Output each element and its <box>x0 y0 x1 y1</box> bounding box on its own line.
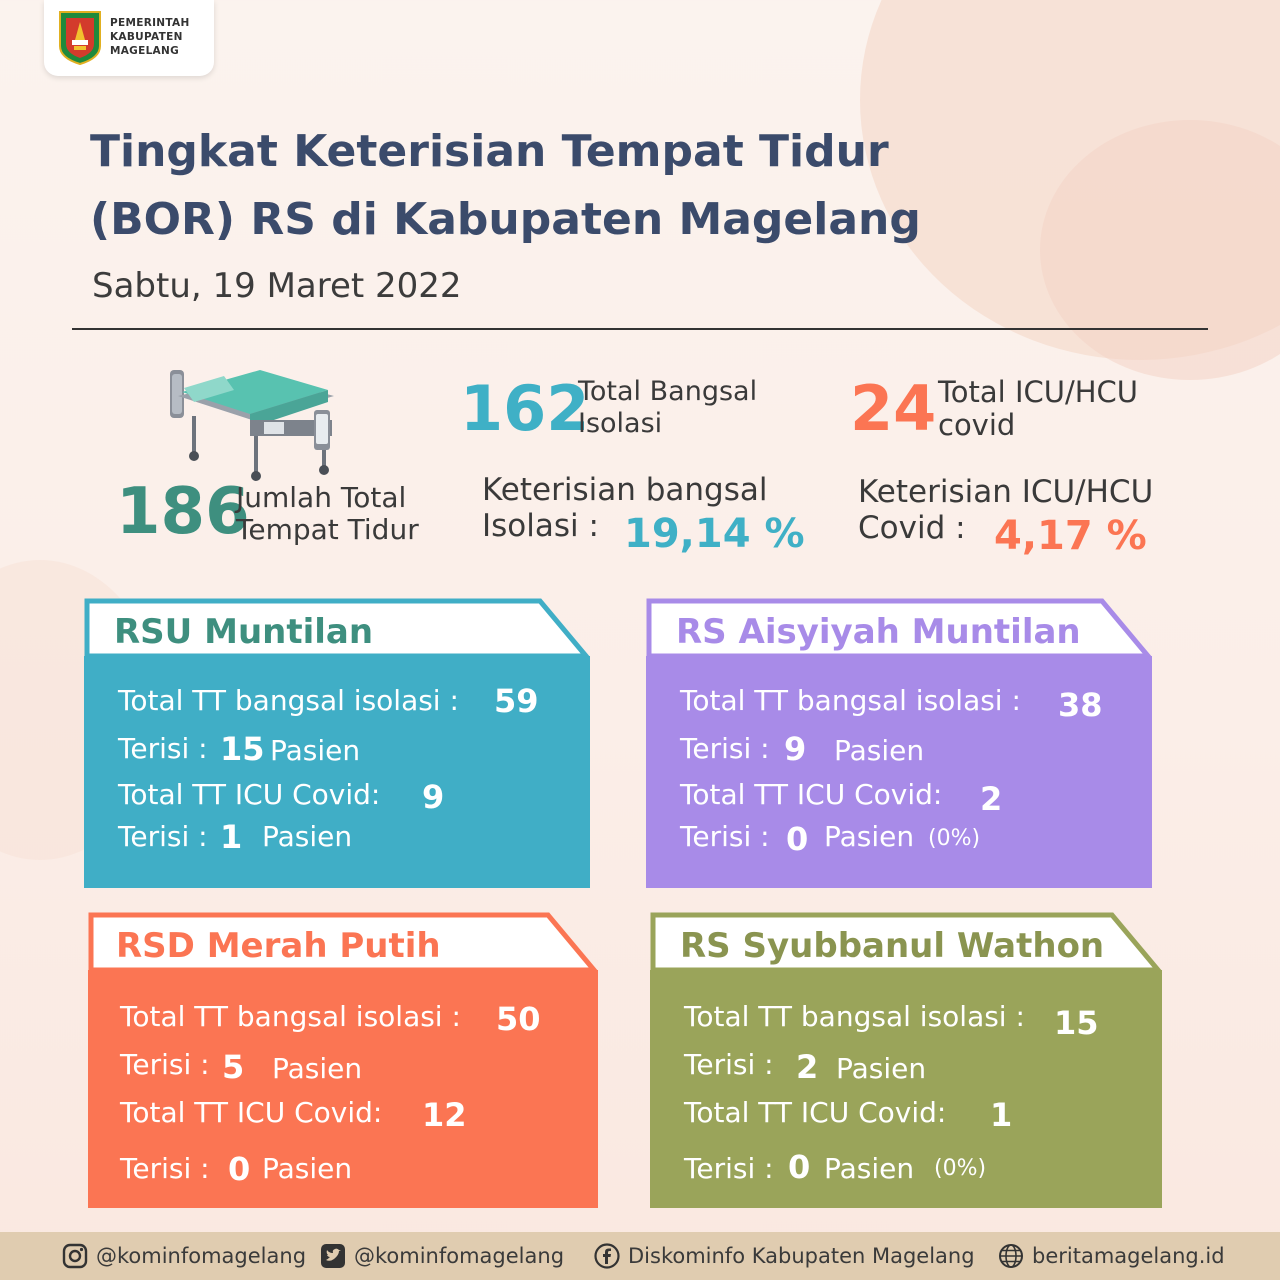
label-line: Total Bangsal <box>578 376 758 407</box>
icu-occupied-value: 0 <box>788 1148 811 1186</box>
label-line: Tempat Tidur <box>236 513 419 546</box>
isolation-total-value: 59 <box>494 682 539 720</box>
icu-total-label: Total TT ICU Covid: <box>120 1096 383 1129</box>
brand-line: KABUPATEN <box>110 31 183 43</box>
isolation-total-label: Total TT bangsal isolasi : <box>120 1000 461 1033</box>
twitter-icon <box>320 1243 346 1269</box>
isolation-occupancy-value: 19,14 % <box>624 511 805 557</box>
patients-label: Pasien <box>834 734 925 767</box>
label-line: Jumlah Total <box>236 481 407 514</box>
label-line: Keterisian ICU/HCU <box>858 474 1154 510</box>
patients-label: Pasien <box>824 820 915 853</box>
patients-label: Pasien <box>824 1152 915 1185</box>
patients-label: Pasien <box>262 820 353 853</box>
occupied-value: 2 <box>796 1048 819 1086</box>
hospital-card-rs-syubbanul-wathon <box>650 912 1162 1208</box>
page-title-line: (BOR) RS di Kabupaten Magelang <box>90 194 921 245</box>
occupied-label: Terisi : <box>684 1048 774 1081</box>
occupied-value: 15 <box>220 730 265 768</box>
globe-icon <box>998 1243 1024 1269</box>
instagram-link[interactable] <box>62 1242 306 1270</box>
page-title <box>90 118 1090 254</box>
label-line: Total ICU/HCU <box>938 375 1139 409</box>
label-line: Covid : <box>858 510 966 546</box>
divider <box>72 328 1208 330</box>
label-line: covid <box>938 408 1016 442</box>
hospital-name: RSU Muntilan <box>114 612 374 652</box>
twitter-link[interactable] <box>320 1242 564 1270</box>
isolation-ward-value: 162 <box>460 372 590 445</box>
occupied-value: 9 <box>784 730 807 768</box>
label-line: Keterisian bangsal <box>482 472 768 508</box>
label-line: Isolasi : <box>482 508 599 544</box>
patients-label: Pasien <box>836 1052 927 1085</box>
hospital-card-rsd-merah-putih <box>88 912 598 1208</box>
icu-occupied-value: 1 <box>220 818 243 856</box>
icu-occupied-value: 0 <box>786 820 809 858</box>
patients-label: Pasien <box>270 734 361 767</box>
patients-label: Pasien <box>262 1152 353 1185</box>
page-title-line: Tingkat Keterisian Tempat Tidur <box>90 126 889 177</box>
icu-total-value: 2 <box>980 780 1003 818</box>
isolation-total-label: Total TT bangsal isolasi : <box>684 1000 1025 1033</box>
website-link[interactable] <box>998 1242 1225 1270</box>
website-url: beritamagelang.id <box>1032 1244 1225 1268</box>
footer-bar <box>0 1232 1280 1280</box>
icu-occupancy-value: 4,17 % <box>994 513 1147 559</box>
icu-occupied-label: Terisi : <box>684 1152 774 1185</box>
occupied-label: Terisi : <box>680 732 770 765</box>
label-line: Isolasi <box>578 408 663 439</box>
twitter-handle: @kominfomagelang <box>354 1244 565 1268</box>
isolation-total-label: Total TT bangsal isolasi : <box>118 684 459 717</box>
icu-occupied-label: Terisi : <box>680 820 770 853</box>
isolation-total-value: 15 <box>1054 1004 1099 1042</box>
icu-occupancy-percent: (0%) <box>934 1156 987 1181</box>
facebook-page: Diskominfo Kabupaten Magelang <box>628 1244 975 1268</box>
icu-total-label: Total TT ICU Covid: <box>680 778 943 811</box>
occupied-label: Terisi : <box>118 732 208 765</box>
instagram-handle: @kominfomagelang <box>96 1244 307 1268</box>
isolation-total-value: 38 <box>1058 686 1103 724</box>
occupied-value: 5 <box>222 1048 245 1086</box>
regency-emblem-icon <box>58 10 102 66</box>
hospital-card-rsu-muntilan <box>84 598 590 888</box>
icu-total-value: 12 <box>422 1096 467 1134</box>
icu-occupied-label: Terisi : <box>120 1152 210 1185</box>
icu-label <box>938 376 1138 442</box>
icu-occupied-value: 0 <box>228 1150 251 1188</box>
total-beds-label <box>236 482 419 546</box>
hospital-name: RSD Merah Putih <box>116 926 441 966</box>
instagram-icon <box>62 1243 88 1269</box>
icu-total-value: 9 <box>422 778 445 816</box>
isolation-total-label: Total TT bangsal isolasi : <box>680 684 1021 717</box>
total-beds-value: 186 <box>116 475 250 549</box>
icu-occupied-label: Terisi : <box>118 820 208 853</box>
facebook-link[interactable] <box>594 1242 975 1270</box>
brand-line: MAGELANG <box>110 45 179 57</box>
hospital-name: RS Syubbanul Wathon <box>680 926 1105 966</box>
hospital-card-rs-aisyiyah-muntilan <box>646 598 1152 888</box>
brand-line: PEMERINTAH <box>110 17 190 29</box>
isolation-ward-label <box>578 376 757 440</box>
occupied-label: Terisi : <box>120 1048 210 1081</box>
patients-label: Pasien <box>272 1052 363 1085</box>
icu-value: 24 <box>850 372 937 445</box>
icu-total-label: Total TT ICU Covid: <box>118 778 381 811</box>
hospital-name: RS Aisyiyah Muntilan <box>676 612 1081 652</box>
hospital-bed-icon <box>164 356 350 482</box>
report-date: Sabtu, 19 Maret 2022 <box>92 266 462 306</box>
facebook-icon <box>594 1243 620 1269</box>
government-logo <box>44 0 214 76</box>
icu-total-label: Total TT ICU Covid: <box>684 1096 947 1129</box>
icu-total-value: 1 <box>990 1096 1013 1134</box>
icu-occupancy-percent: (0%) <box>928 826 981 851</box>
isolation-total-value: 50 <box>496 1000 541 1038</box>
